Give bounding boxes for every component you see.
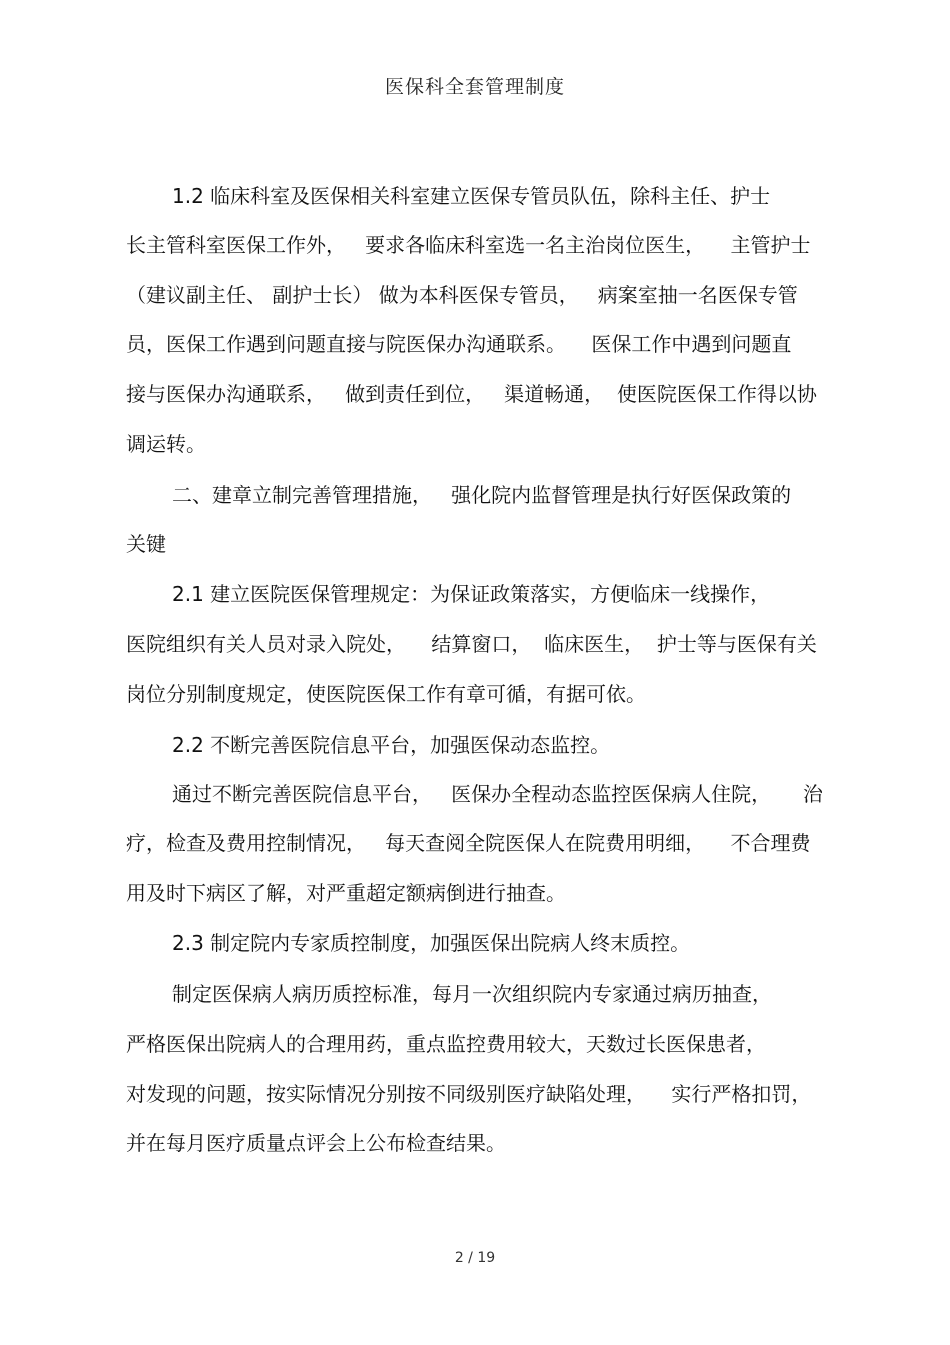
- text-line: 接与医保办沟通联系， 做到责任到位， 渠道畅通， 使医院医保工作得以协: [126, 382, 817, 406]
- text-line: 二、建章立制完善管理措施， 强化院内监督管理是执行好医保政策的: [172, 483, 792, 507]
- text-line: 并在每月医疗质量点评会上公布检查结果。: [126, 1131, 506, 1155]
- text-line: 关键: [126, 532, 166, 556]
- document-title: 医保科全套管理制度: [384, 76, 565, 98]
- text-line: 通过不断完善医院信息平台， 医保办全程动态监控医保病人住院， 治: [172, 782, 823, 806]
- text-line: 1.2 临床科室及医保相关科室建立医保专管员队伍，除科主任、护士: [172, 184, 771, 208]
- text-line: 疗，检查及费用控制情况， 每天查阅全院医保人在院费用明细， 不合理费: [126, 831, 811, 855]
- text-line: 调运转。: [126, 432, 206, 456]
- text-line: 2.1 建立医院医保管理规定：为保证政策落实，方便临床一线操作，: [172, 582, 771, 606]
- text-line: 严格医保出院病人的合理用药，重点监控费用较大，天数过长医保患者，: [126, 1032, 766, 1056]
- text-line: 2.3 制定院内专家质控制度，加强医保出院病人终末质控。: [172, 931, 691, 955]
- text-line: 制定医保病人病历质控标准，每月一次组织院内专家通过病历抽查，: [172, 982, 772, 1006]
- text-line: 2.2 不断完善医院信息平台，加强医保动态监控。: [172, 733, 611, 757]
- text-line: 员，医保工作遇到问题直接与院医保办沟通联系。 医保工作中遇到问题直: [126, 332, 792, 356]
- text-line: 岗位分别制度规定，使医院医保工作有章可循，有据可依。: [126, 682, 646, 706]
- text-line: 用及时下病区了解，对严重超定额病倒进行抽查。: [126, 881, 566, 905]
- text-line: 对发现的问题，按实际情况分别按不同级别医疗缺陷处理， 实行严格扣罚，: [126, 1082, 812, 1106]
- text-line: 医院组织有关人员对录入院处， 结算窗口， 临床医生， 护士等与医保有关: [126, 632, 817, 656]
- text-line: （建议副主任、 副护士长） 做为本科医保专管员， 病案室抽一名医保专管: [126, 283, 798, 307]
- text-line: 长主管科室医保工作外， 要求各临床科室选一名主治岗位医生， 主管护士: [126, 233, 811, 257]
- page-number: 2 / 19: [454, 1250, 496, 1266]
